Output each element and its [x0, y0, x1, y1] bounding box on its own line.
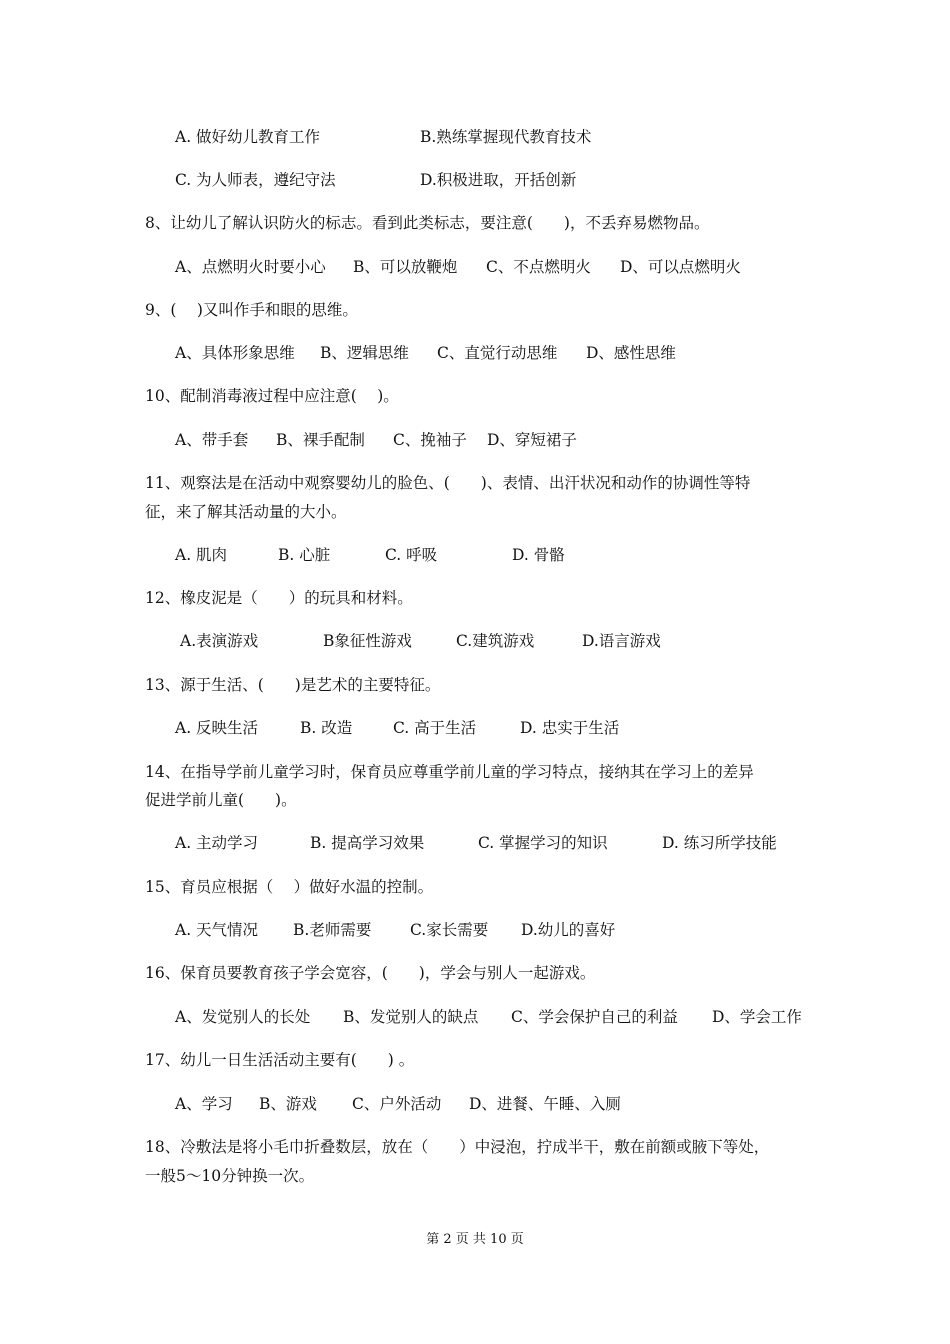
page-number-footer: 第 2 页 共 10 页 [426, 1232, 524, 1247]
q17-option-d: D、进餐、午睡、入厕 [469, 1095, 621, 1113]
question-10-text: 10、配制消毒液过程中应注意( )。 [145, 387, 399, 405]
question-9-text: 9、( )又叫作手和眼的思维。 [145, 301, 358, 319]
q11-option-c: C. 呼吸 [385, 546, 438, 564]
q8-option-c: C、不点燃明火 [486, 258, 591, 276]
q9-option-b: B、逻辑思维 [320, 344, 409, 362]
q13-option-b: B. 改造 [300, 719, 353, 737]
question-12-text: 12、橡皮泥是（ ）的玩具和材料。 [145, 589, 413, 607]
question-8-text: 8、让幼儿了解认识防火的标志。看到此类标志，要注意( )，不丢弃易燃物品。 [145, 214, 710, 232]
q10-option-c: C、挽袖子 [393, 431, 467, 449]
q16-option-c: C、学会保护自己的利益 [511, 1008, 678, 1026]
question-15-text: 15、育员应根据（ ）做好水温的控制。 [145, 878, 434, 896]
q16-option-d: D、学会工作 [712, 1008, 802, 1026]
q16-option-a: A、发觉别人的长处 [175, 1008, 311, 1026]
question-11-text: 11、观察法是在活动中观察婴幼儿的脸色、( )、表情、出汗状况和动作的协调性等特 [145, 474, 751, 492]
question-13-text: 13、源于生活、( )是艺术的主要特征。 [145, 676, 441, 694]
q7-option-b: B.熟练掌握现代教育技术 [420, 128, 592, 146]
question-17-text: 17、幼儿一日生活活动主要有( ) 。 [145, 1051, 415, 1069]
question-16-text: 16、保育员要教育孩子学会宽容，( )，学会与别人一起游戏。 [145, 964, 596, 982]
q7-option-d: D.积极进取，开括创新 [420, 171, 577, 189]
q10-option-b: B、裸手配制 [276, 431, 365, 449]
q14-option-a: A. 主动学习 [175, 834, 259, 852]
q11-option-a: A. 肌肉 [175, 546, 228, 564]
q13-option-d: D. 忠实于生活 [520, 719, 620, 737]
q8-option-b: B、可以放鞭炮 [353, 258, 458, 276]
q15-option-b: B.老师需要 [293, 921, 372, 939]
q15-option-a: A. 天气情况 [175, 921, 259, 939]
q7-option-a: A. 做好幼儿教育工作 [175, 128, 321, 146]
q9-option-c: C、直觉行动思维 [437, 344, 558, 362]
q10-option-a: A、带手套 [175, 431, 249, 449]
q14-option-b: B. 提高学习效果 [310, 834, 425, 852]
q12-option-d: D.语言游戏 [582, 632, 661, 650]
q8-option-d: D、可以点燃明火 [620, 258, 741, 276]
q8-option-a: A、点燃明火时要小心 [175, 258, 326, 276]
question-18-text-cont: 一般5～10分钟换一次。 [145, 1167, 315, 1185]
q10-option-d: D、穿短裙子 [487, 431, 577, 449]
q12-option-a: A.表演游戏 [180, 632, 259, 650]
q11-option-b: B. 心脏 [278, 546, 331, 564]
q16-option-b: B、发觉别人的缺点 [343, 1008, 479, 1026]
question-14-text: 14、在指导学前儿童学习时，保育员应尊重学前儿童的学习特点，接纳其在学习上的差异 [145, 763, 754, 781]
question-14-text-cont: 促进学前儿童( )。 [145, 791, 297, 809]
q7-option-c: C. 为人师表，遵纪守法 [175, 171, 336, 189]
q15-option-c: C.家长需要 [410, 921, 489, 939]
q13-option-c: C. 高于生活 [393, 719, 477, 737]
q11-option-d: D. 骨骼 [512, 546, 565, 564]
q15-option-d: D.幼儿的喜好 [521, 921, 616, 939]
question-11-text-cont: 征，来了解其活动量的大小。 [145, 503, 347, 521]
q17-option-b: B、游戏 [259, 1095, 317, 1113]
q12-option-c: C.建筑游戏 [456, 632, 535, 650]
q14-option-c: C. 掌握学习的知识 [478, 834, 608, 852]
q13-option-a: A. 反映生活 [175, 719, 259, 737]
q14-option-d: D. 练习所学技能 [662, 834, 777, 852]
question-18-text: 18、冷敷法是将小毛巾折叠数层，放在（ ）中浸泡，拧成半干，敷在前额或腋下等处， [145, 1138, 770, 1156]
q12-option-b: B象征性游戏 [323, 632, 412, 650]
q9-option-d: D、感性思维 [586, 344, 676, 362]
q9-option-a: A、具体形象思维 [175, 344, 295, 362]
q17-option-c: C、户外活动 [352, 1095, 442, 1113]
q17-option-a: A、学习 [175, 1095, 233, 1113]
